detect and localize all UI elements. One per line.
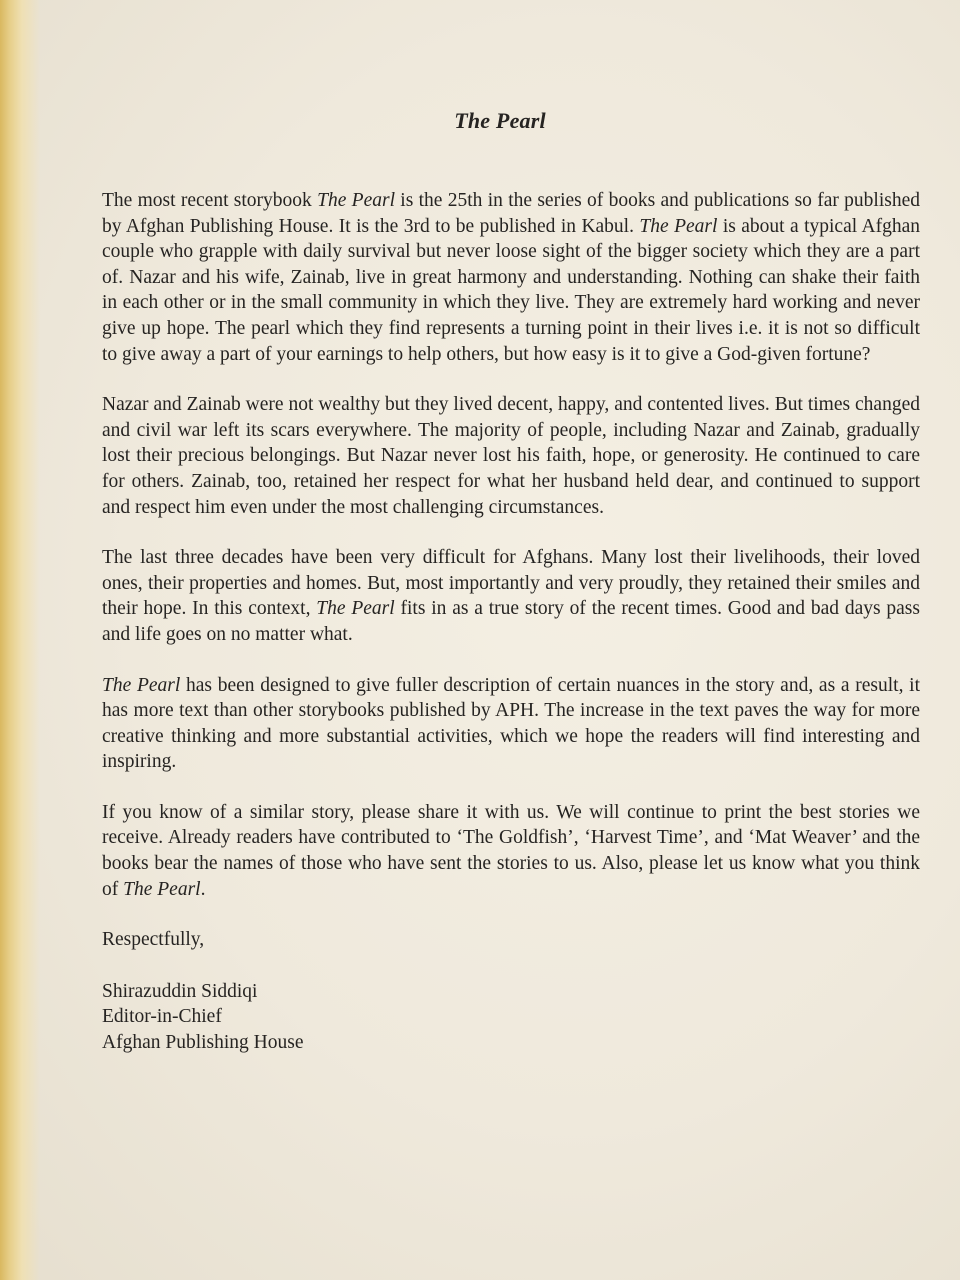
letter-body — [102, 188, 920, 1056]
book-title-italic: The Pearl — [123, 878, 201, 900]
paragraph-context — [102, 545, 920, 647]
paragraph-design — [102, 673, 920, 775]
signature-block — [102, 979, 920, 1056]
signatory-role: Editor-in-Chief — [102, 1006, 222, 1028]
page-binding-edge — [0, 0, 40, 1280]
book-title-italic: The Pearl — [316, 598, 395, 620]
closing-salutation: Respectfully, — [102, 929, 205, 951]
book-title-italic: The Pearl — [317, 190, 395, 211]
paragraph-invitation — [102, 800, 920, 902]
text-run: The last three decades have been very difficult for Afghans. Many lost their livelihoods, their loved ones, their properties and homes. But, most importantly and very proudly, they retained their smiles and their hope. In this context, — [102, 547, 920, 620]
signatory-name: Shirazuddin Siddiqi — [102, 980, 258, 1002]
book-title-italic: The Pearl — [639, 215, 718, 237]
page-title: The Pearl — [454, 108, 546, 133]
paragraph-story: Nazar and Zainab were not wealthy but they lived decent, happy, and contented lives. But times changed and civil war left its scars everywhere. The majority of people, including Nazar and Zainab, gradually lost their precious belongings. But Nazar never lost his faith, hope, or generosity. He continued to care for others. Zainab, too, retained her respect for what her husband held dear, and continued to support and respect him even under the most challenging circumstances. — [102, 394, 920, 518]
text-run: fits in as a true story of the recent times. Good and bad days pass and life goes on no matter what. — [102, 598, 920, 645]
text-run: If you know of a similar story, please share it with us. We will continue to print the best stories we receive. Already readers have contributed to ‘The Goldfish’, ‘Harvest Time’, and ‘Mat Weaver’ and the books bear the names of those who have sent the stories to us. Also, please let us know what you think of — [102, 801, 920, 900]
text-run: has been designed to give fuller description of certain nuances in the story and, as a result, it has more text than other storybooks published by APH. The increase in the text paves the way for more creative thinking and more substantial activities, which we hope the readers will find interesting and inspiring. — [102, 674, 920, 773]
text-run: . — [200, 878, 206, 900]
text-run: is about a typical Afghan couple who grapple with daily survival but never loose sight of the bigger society which they are a part of. Nazar and his wife, Zainab, live in great harmony and understanding. Nothing can shake their faith in each other or in the small community in which they live. They are extremely hard working and never give up hope. The pearl which they find represents a turning point in their lives i.e. it is not so difficult to give away a part of your earnings to help others, but how easy is it to give a God-given fortune? — [102, 215, 920, 365]
signatory-organization: Afghan Publishing House — [102, 1032, 304, 1054]
text-run: The most recent storybook — [102, 190, 318, 211]
book-title-italic: The Pearl — [102, 674, 181, 696]
text-run: is the 25th in the series of books and publications so far published by Afghan Publishing House. It is the 3rd to be published in Kabul. — [102, 190, 920, 237]
paragraph-intro — [102, 188, 920, 367]
